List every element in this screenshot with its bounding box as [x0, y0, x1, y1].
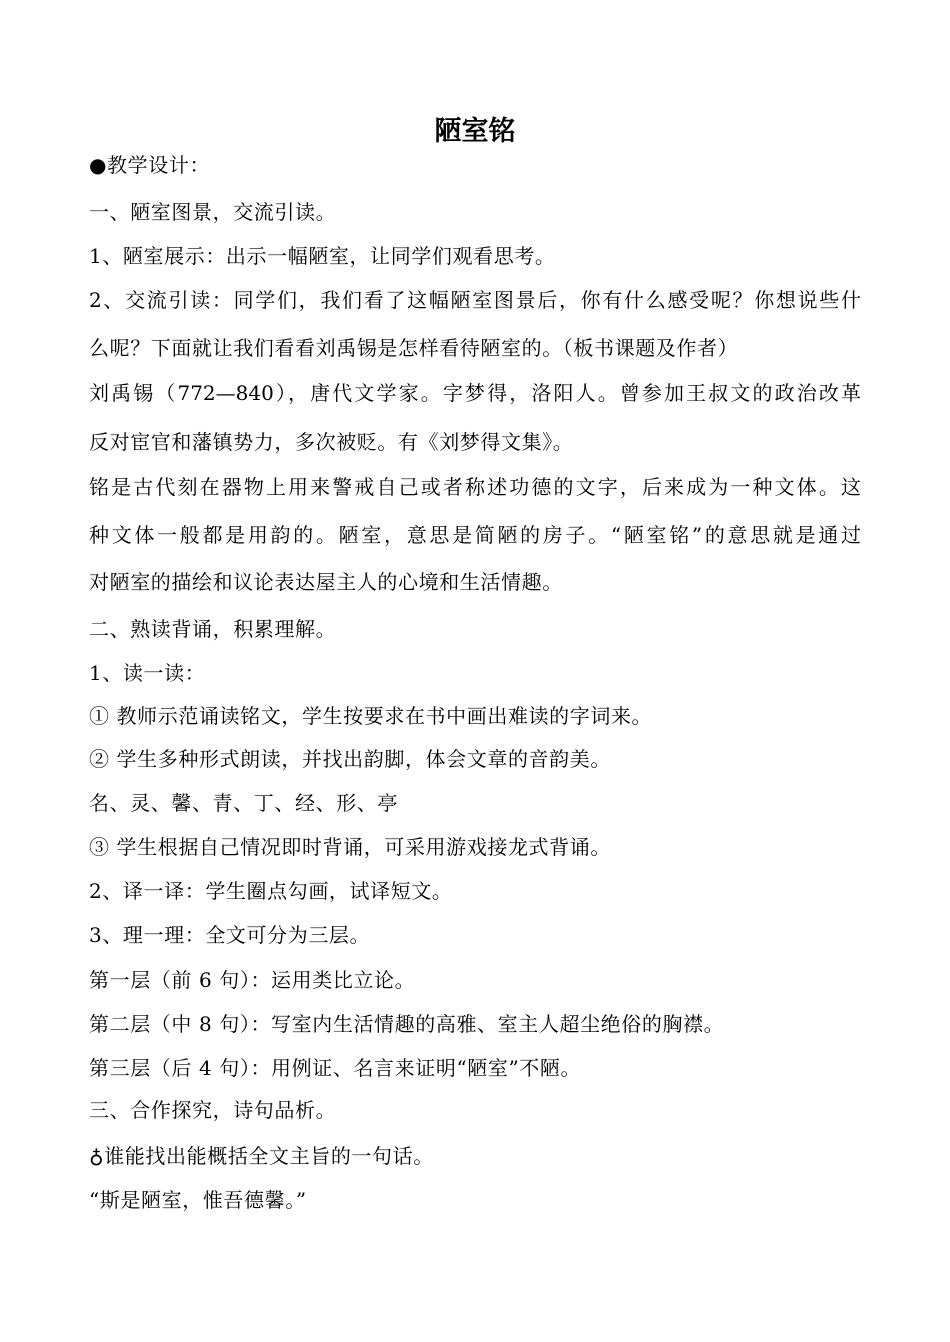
paragraph-line: 第三层（后 4 句）：用例证、名言来证明“陋室”不陋。	[89, 1056, 582, 1080]
paragraph-line: 3、理一理：全文可分为三层。	[89, 923, 371, 947]
paragraph-line: 1、读一读：	[89, 661, 206, 685]
paragraph-line: 2、交流引读：同学们，我们看了这幅陋室图景后，你有什么感受呢？你想说些什	[89, 288, 861, 312]
paragraph-line: 刘禹锡（772—840），唐代文学家。字梦得，洛阳人。曾参加王叔文的政治改革	[89, 381, 861, 405]
paragraph-line: 第二层（中 8 句）：写室内生活情趣的高雅、室主人超尘绝俗的胸襟。	[89, 1012, 725, 1036]
paragraph-line: 种文体一般都是用韵的。陋室，意思是简陋的房子。“陋室铭”的意思就是通过	[89, 523, 861, 547]
list-item: ② 学生多种形式朗读，并找出韵脚，体会文章的音韵美。	[89, 747, 611, 771]
list-item: ① 教师示范诵读铭文，学生按要求在书中画出难读的字词来。	[89, 704, 653, 728]
paragraph-line: 名、灵、馨、青、丁、经、形、亭	[89, 791, 398, 815]
section-heading-1: 一、陋室图景，交流引读。	[89, 200, 337, 224]
quote-line: “斯是陋室，惟吾德馨。”	[89, 1188, 307, 1212]
section-heading-design: ●教学设计：	[89, 153, 211, 177]
paragraph-line: ♁谁能找出能概括全文主旨的一句话。	[89, 1144, 434, 1168]
section-heading-3: 三、合作探究，诗句品析。	[89, 1098, 337, 1122]
list-item: ③ 学生根据自己情况即时背诵，可采用游戏接龙式背诵。	[89, 835, 611, 859]
paragraph-line: 第一层（前 6 句）：运用类比立论。	[89, 968, 416, 992]
paragraph-line: 1、陋室展示：出示一幅陋室，让同学们观看思考。	[89, 244, 556, 268]
paragraph-line: 反对宦官和藩镇势力，多次被贬。有《刘梦得文集》。	[89, 430, 574, 454]
paragraph-line: 对陋室的描绘和议论表达屋主人的心境和生活情趣。	[89, 570, 563, 594]
section-heading-2: 二、熟读背诵，积累理解。	[89, 617, 337, 641]
paragraph-line: 铭是古代刻在器物上用来警戒自己或者称述功德的文字，后来成为一种文体。这	[89, 475, 861, 499]
paragraph-line: 么呢？下面就让我们看看刘禹锡是怎样看待陋室的。（板书课题及作者）	[89, 336, 739, 360]
document-title: 陋室铭	[434, 116, 516, 147]
paragraph-line: 2、译一译：学生圈点勾画，试译短文。	[89, 879, 453, 903]
